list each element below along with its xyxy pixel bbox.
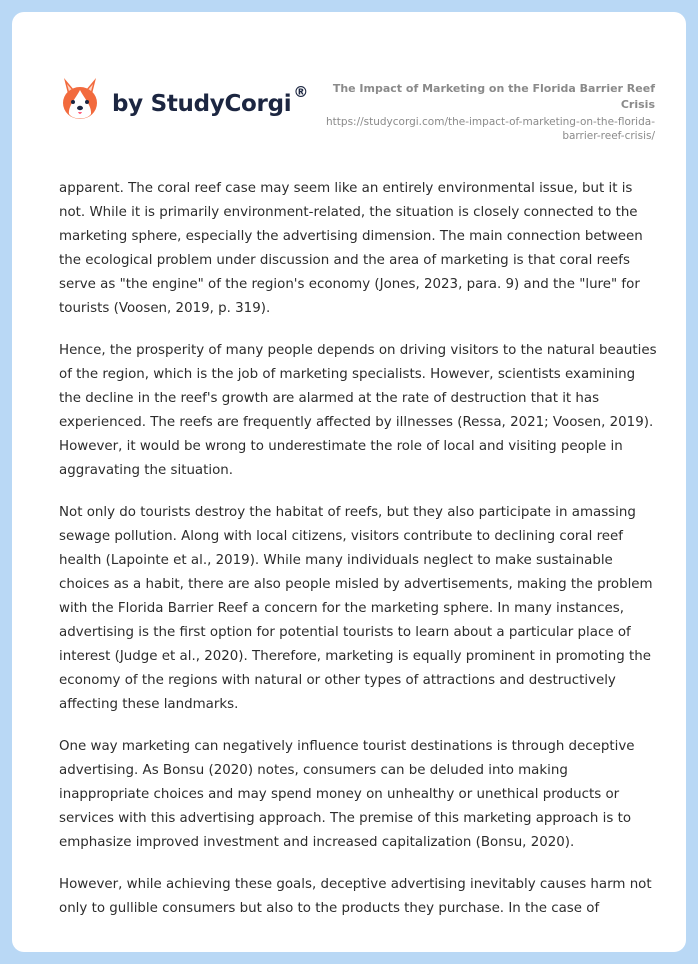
article-body — [59, 177, 657, 939]
paragraph: apparent. The coral reef case may seem like an entirely environmental issue, but it is not. While it is primarily environment-related, the situation is closely connected to the marketing sphere, especially the advertising dimension. The main connection between the ecological problem under discussion and the area of marketing is that coral reefs serve as "the engine" of the region's economy (Jones, 2023, para. 9) and the "lure" for tourists (Voosen, 2019, p. 319). — [59, 181, 643, 316]
studycorgi-logo[interactable] — [60, 76, 308, 122]
paragraph: One way marketing can negatively influence tourist destinations is through deceptive advertising. As Bonsu (2020) notes, consumers can be deluded into making inappropriate choices and may spend money on unhealthy or unethical products or services with this advertising approach. The premise of this marketing approach is to emphasize improved investment and increased capitalization (Bonsu, 2020). — [59, 739, 635, 850]
document-meta — [295, 81, 655, 143]
paragraph: However, while achieving these goals, deceptive advertising inevitably causes harm not only to gullible consumers but also to the products they purchase. In the case of — [59, 877, 652, 916]
page-header — [12, 12, 686, 162]
paragraph: Not only do tourists destroy the habitat of reefs, but they also participate in amassing sewage pollution. Along with local citizens, visitors contribute to declining coral reef health (Lapointe et al., 2019). While many individuals neglect to make sustainable choices as a habit, there are also people misled by advertisements, making the problem with the Florida Barrier Reef a concern for the marketing sphere. In many instances, advertising is the first option for potential tourists to learn about a particular place of interest (Judge et al., 2020). Therefore, marketing is equally prominent in promoting the economy of the regions with natural or other types of attractions and destructively affecting these landmarks. — [59, 505, 653, 712]
document-title: The Impact of Marketing on the Florida Barrier Reef Crisis — [332, 82, 655, 111]
document-page — [12, 12, 686, 952]
corgi-icon — [60, 76, 100, 122]
paragraph: Hence, the prosperity of many people depends on driving visitors to the natural beauties of the region, which is the job of marketing specialists. However, scientists examining the decline in the reef's growth are alarmed at the rate of destruction that it has experienced. The reefs are frequently affected by illnesses (Ressa, 2021; Voosen, 2019). However, it would be wrong to underestimate the role of local and visiting people in aggravating the situation. — [59, 343, 657, 478]
brand-name: by StudyCorgi ® — [112, 83, 309, 117]
document-url[interactable]: https://studycorgi.com/the-impact-of-marketing-on-the-florida-barrier-reef-crisis/ — [326, 116, 655, 142]
registered-mark: ® — [293, 83, 309, 101]
